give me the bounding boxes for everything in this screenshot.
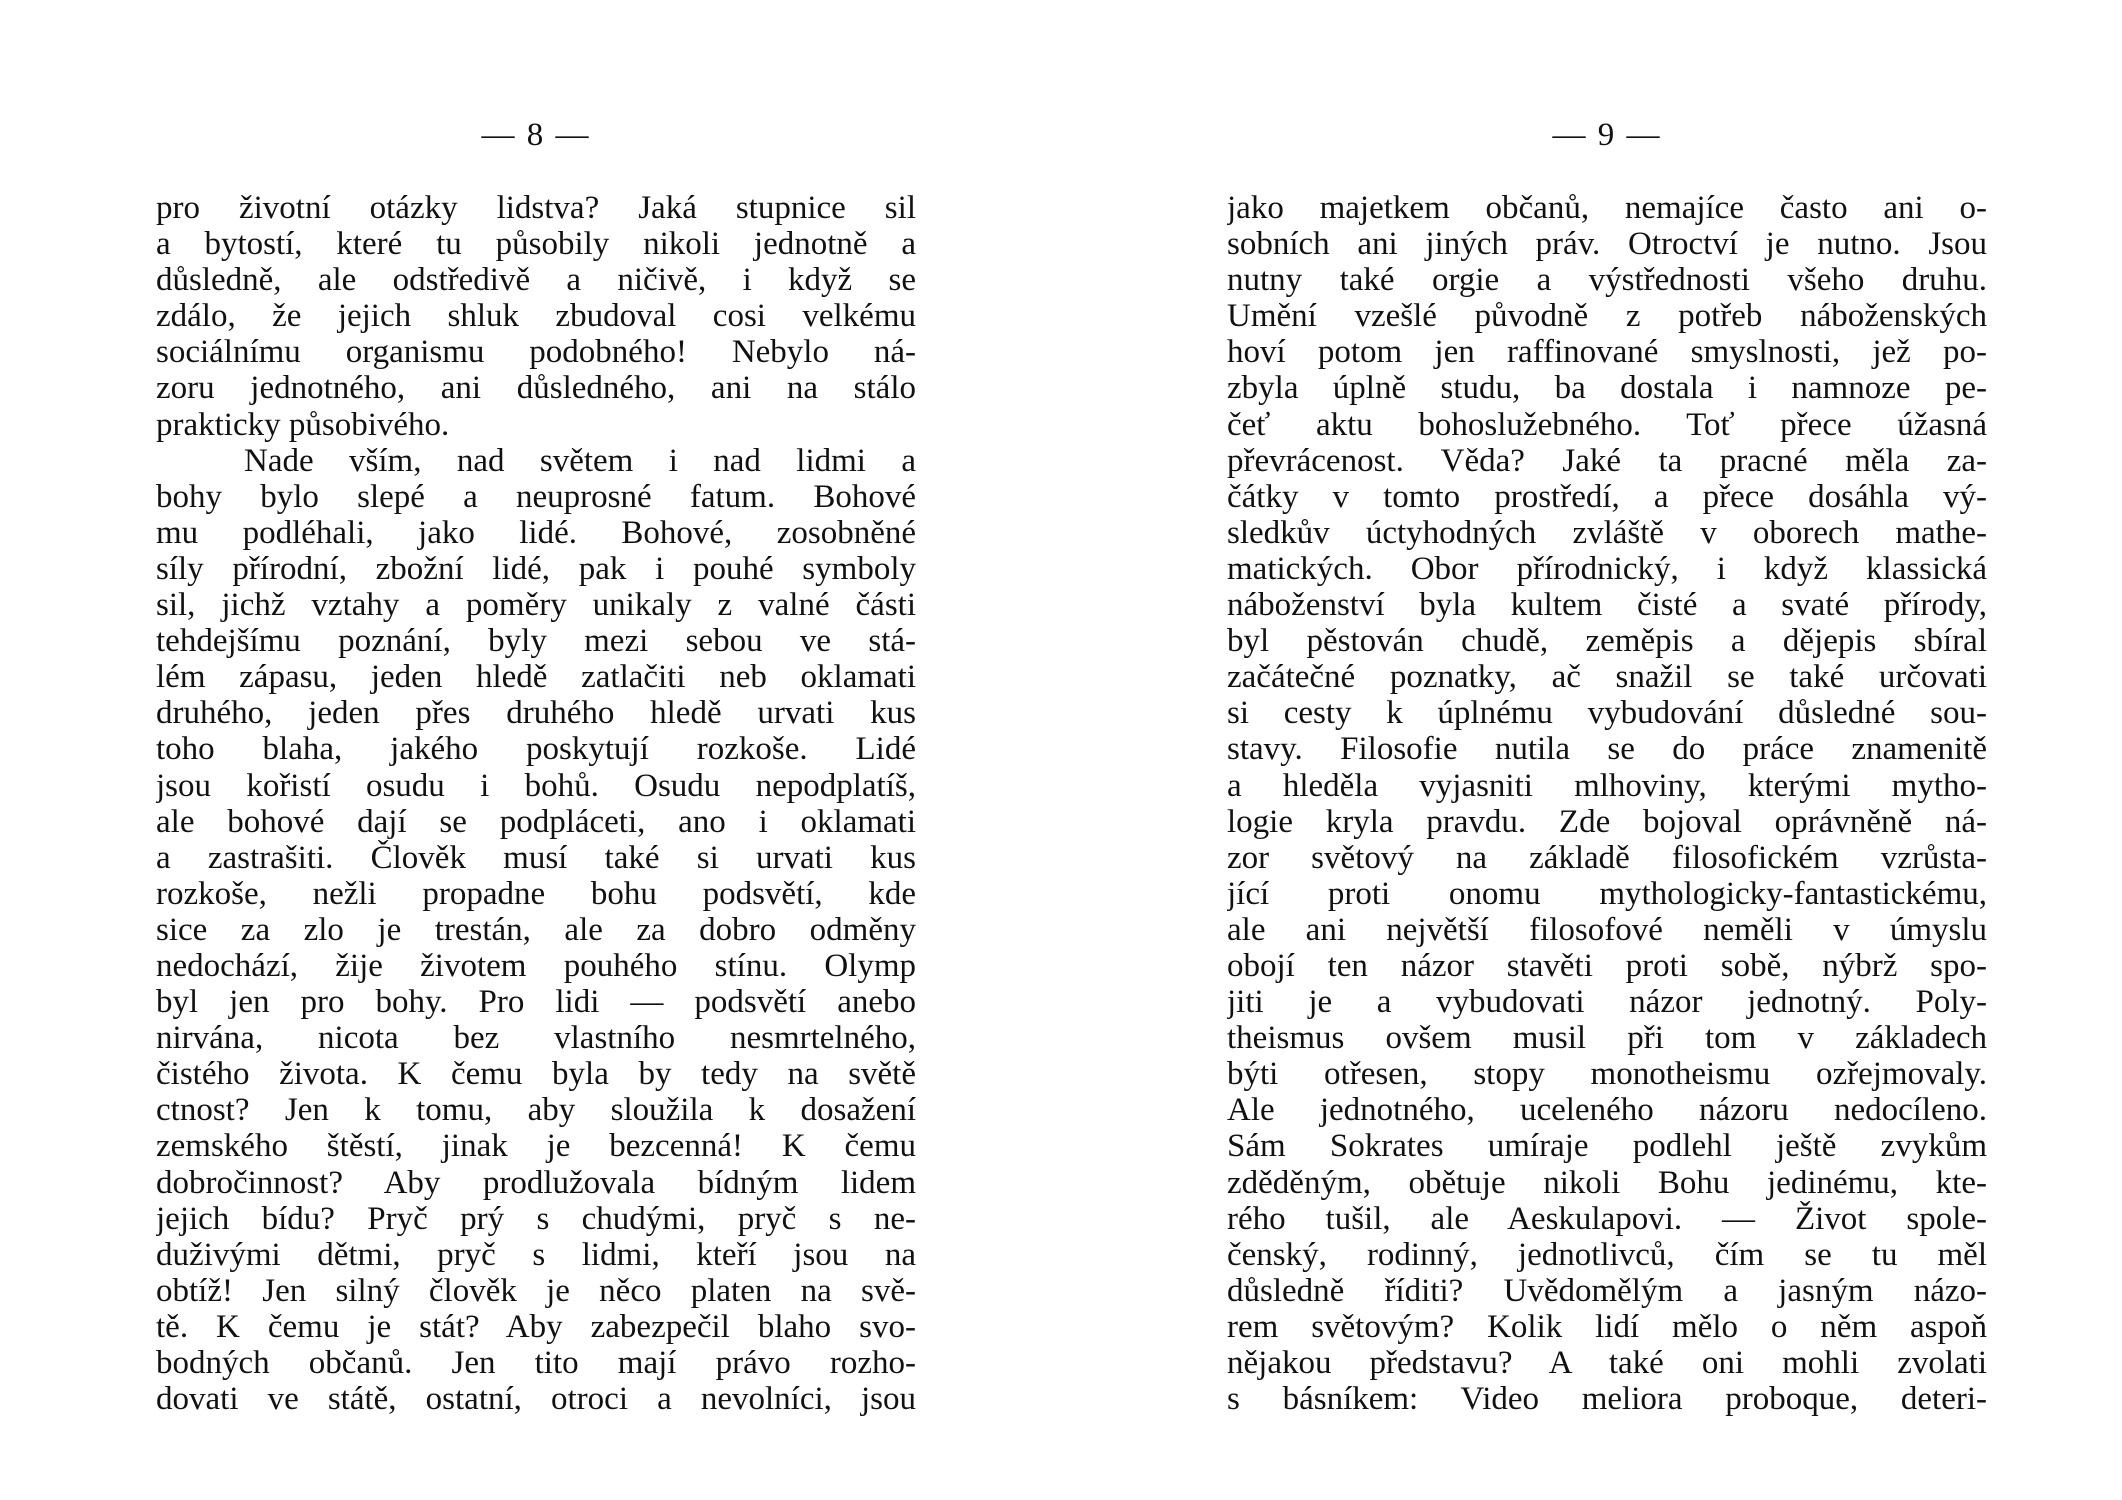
- text-line: mu podléhali, jako lidé. Bohové, zosobněné: [156, 514, 916, 551]
- text-line: sobních ani jiných práv. Otroctví je nutno. Jsou: [1227, 226, 1987, 263]
- text-line: ctnost? Jen k tomu, aby sloužila k dosažení: [156, 1092, 916, 1129]
- text-line: tehdejšímu poznání, byly mezi sebou ve stá-: [156, 623, 916, 660]
- body-text: [156, 190, 916, 1417]
- text-line: Ale jednotného, uceleného názoru nedocíleno.: [1227, 1092, 1987, 1129]
- text-line: čátky v tomto prostředí, a přece dosáhla vý-: [1227, 478, 1987, 515]
- text-line: a hleděla vyjasniti mlhoviny, kterými mytho-: [1227, 767, 1987, 804]
- text-line: prakticky působivého.: [156, 406, 450, 443]
- text-line: logie kryla pravdu. Zde bojoval oprávněně ná-: [1227, 803, 1987, 840]
- text-line: zbyla úplně studu, ba dostala i namnoze pe-: [1227, 370, 1987, 407]
- text-line: nutny také orgie a výstřednosti všeho druhu.: [1227, 262, 1987, 299]
- text-line: obojí ten názor stavěti proti sobě, nýbrž spo-: [1227, 947, 1987, 984]
- text-line: ale ani největší filosofové neměli v úmyslu: [1227, 911, 1987, 948]
- text-line: si cesty k úplnému vybudování důsledné sou-: [1227, 695, 1987, 732]
- text-line: dovati ve státě, ostatní, otroci a nevolníci, jsou: [156, 1381, 916, 1418]
- text-line: zoru jednotného, ani důsledného, ani na stálo: [156, 370, 916, 407]
- text-line: sice za zlo je trestán, ale za dobro odměny: [156, 911, 916, 948]
- text-line: dobročinnost? Aby prodlužovala bídným lidem: [156, 1164, 916, 1201]
- text-line: býti otřesen, stopy monotheismu ozřejmovaly.: [1227, 1056, 1987, 1093]
- text-line: nirvána, nicota bez vlastního nesmrtelného,: [156, 1020, 916, 1057]
- text-line: náboženství byla kultem čisté a svaté přírody,: [1227, 587, 1987, 624]
- text-line: rého tušil, ale Aeskulapovi. — Život spole-: [1227, 1200, 1987, 1237]
- text-line: a bytostí, které tu působily nikoli jednotně a: [156, 226, 916, 263]
- text-line: jejich bídu? Pryč prý s chudými, pryč s ne-: [156, 1200, 916, 1237]
- text-line: jiti je a vybudovati názor jednotný. Poly-: [1227, 984, 1987, 1021]
- text-line: byl jen pro bohy. Pro lidi — podsvětí anebo: [156, 984, 916, 1021]
- text-line: jsou kořistí osudu i bohů. Osudu nepodplatíš,: [156, 767, 916, 804]
- body-text: [1227, 190, 1987, 1417]
- text-line: stavy. Filosofie nutila se do práce znamenitě: [1227, 731, 1987, 768]
- text-line: důsledně říditi? Uvědomělým a jasným názo-: [1227, 1272, 1987, 1309]
- text-line: rem světovým? Kolik lidí mělo o něm aspoň: [1227, 1308, 1987, 1345]
- text-line: toho blaha, jakého poskytují rozkoše. Lidé: [156, 731, 916, 768]
- text-line: hoví potom jen raffinované smyslnosti, jež po-: [1227, 334, 1987, 371]
- text-line: čeť aktu bohoslužebného. Toť přece úžasná: [1227, 406, 1987, 443]
- text-line: duživými dětmi, pryč s lidmi, kteří jsou na: [156, 1236, 916, 1273]
- text-line: Nade vším, nad světem i nad lidmi a: [244, 442, 916, 479]
- page-number: — 8 —: [481, 117, 591, 153]
- text-line: převrácenost. Věda? Jaké ta pracné měla za-: [1227, 442, 1987, 479]
- text-line: druhého, jeden přes druhého hledě urvati kus: [156, 695, 916, 732]
- text-line: byl pěstován chudě, zeměpis a dějepis sbíral: [1227, 623, 1987, 660]
- text-line: jako majetkem občanů, nemajíce často ani o-: [1227, 190, 1987, 226]
- text-line: Sám Sokrates umíraje podlehl ještě zvykům: [1227, 1128, 1987, 1165]
- text-line: čistého života. K čemu byla by tedy na světě: [156, 1056, 916, 1093]
- page-number: — 9 —: [1552, 117, 1662, 153]
- text-line: důsledně, ale odstředivě a ničivě, i když se: [156, 262, 916, 299]
- text-line: nějakou představu? A také oni mohli zvolati: [1227, 1345, 1987, 1381]
- text-line: sociálnímu organismu podobného! Nebylo ná-: [156, 334, 916, 371]
- text-line: obtíž! Jen silný člověk je něco platen na svě-: [156, 1272, 916, 1309]
- text-line: bohy bylo slepé a neuprosné fatum. Bohové: [156, 478, 916, 515]
- text-line: ale bohové dají se podpláceti, ano i oklamati: [156, 803, 916, 840]
- text-line: sledkův úctyhodných zvláště v oborech mathe-: [1227, 514, 1987, 551]
- text-line: s básníkem: Video meliora proboque, deteri-: [1227, 1381, 1987, 1418]
- text-line: matických. Obor přírodnický, i když klassická: [1227, 550, 1987, 587]
- text-line: zemského štěstí, jinak je bezcenná! K čemu: [156, 1128, 916, 1165]
- left-page: [156, 0, 916, 1500]
- text-line: začátečné poznatky, ač snažil se také určovati: [1227, 659, 1987, 696]
- text-line: Umění vzešlé původně z potřeb náboženských: [1227, 298, 1987, 335]
- text-line: zděděným, obětuje nikoli Bohu jedinému, kte-: [1227, 1164, 1987, 1201]
- text-line: čenský, rodinný, jednotlivců, čím se tu měl: [1227, 1236, 1987, 1273]
- text-line: rozkoše, nežli propadne bohu podsvětí, kde: [156, 875, 916, 912]
- right-page: [1227, 0, 1987, 1500]
- text-line: zor světový na základě filosofickém vzrůsta-: [1227, 839, 1987, 876]
- text-line: nedochází, žije životem pouhého stínu. Olymp: [156, 947, 916, 984]
- text-line: pro životní otázky lidstva? Jaká stupnice sil: [156, 190, 916, 226]
- text-line: bodných občanů. Jen tito mají právo rozho-: [156, 1345, 916, 1381]
- text-line: síly přírodní, zbožní lidé, pak i pouhé symboly: [156, 550, 916, 587]
- text-line: lém zápasu, jeden hledě zatlačiti neb oklamati: [156, 659, 916, 696]
- text-line: theismus ovšem musil při tom v základech: [1227, 1020, 1987, 1057]
- text-line: a zastrašiti. Člověk musí také si urvati kus: [156, 839, 916, 876]
- text-line: jící proti onomu mythologicky-fantastickému,: [1227, 875, 1987, 912]
- text-line: sil, jichž vztahy a poměry unikaly z valné části: [156, 587, 916, 624]
- text-line: zdálo, že jejich shluk zbudoval cosi velkému: [156, 298, 916, 335]
- text-line: tě. K čemu je stát? Aby zabezpečil blaho svo-: [156, 1308, 916, 1345]
